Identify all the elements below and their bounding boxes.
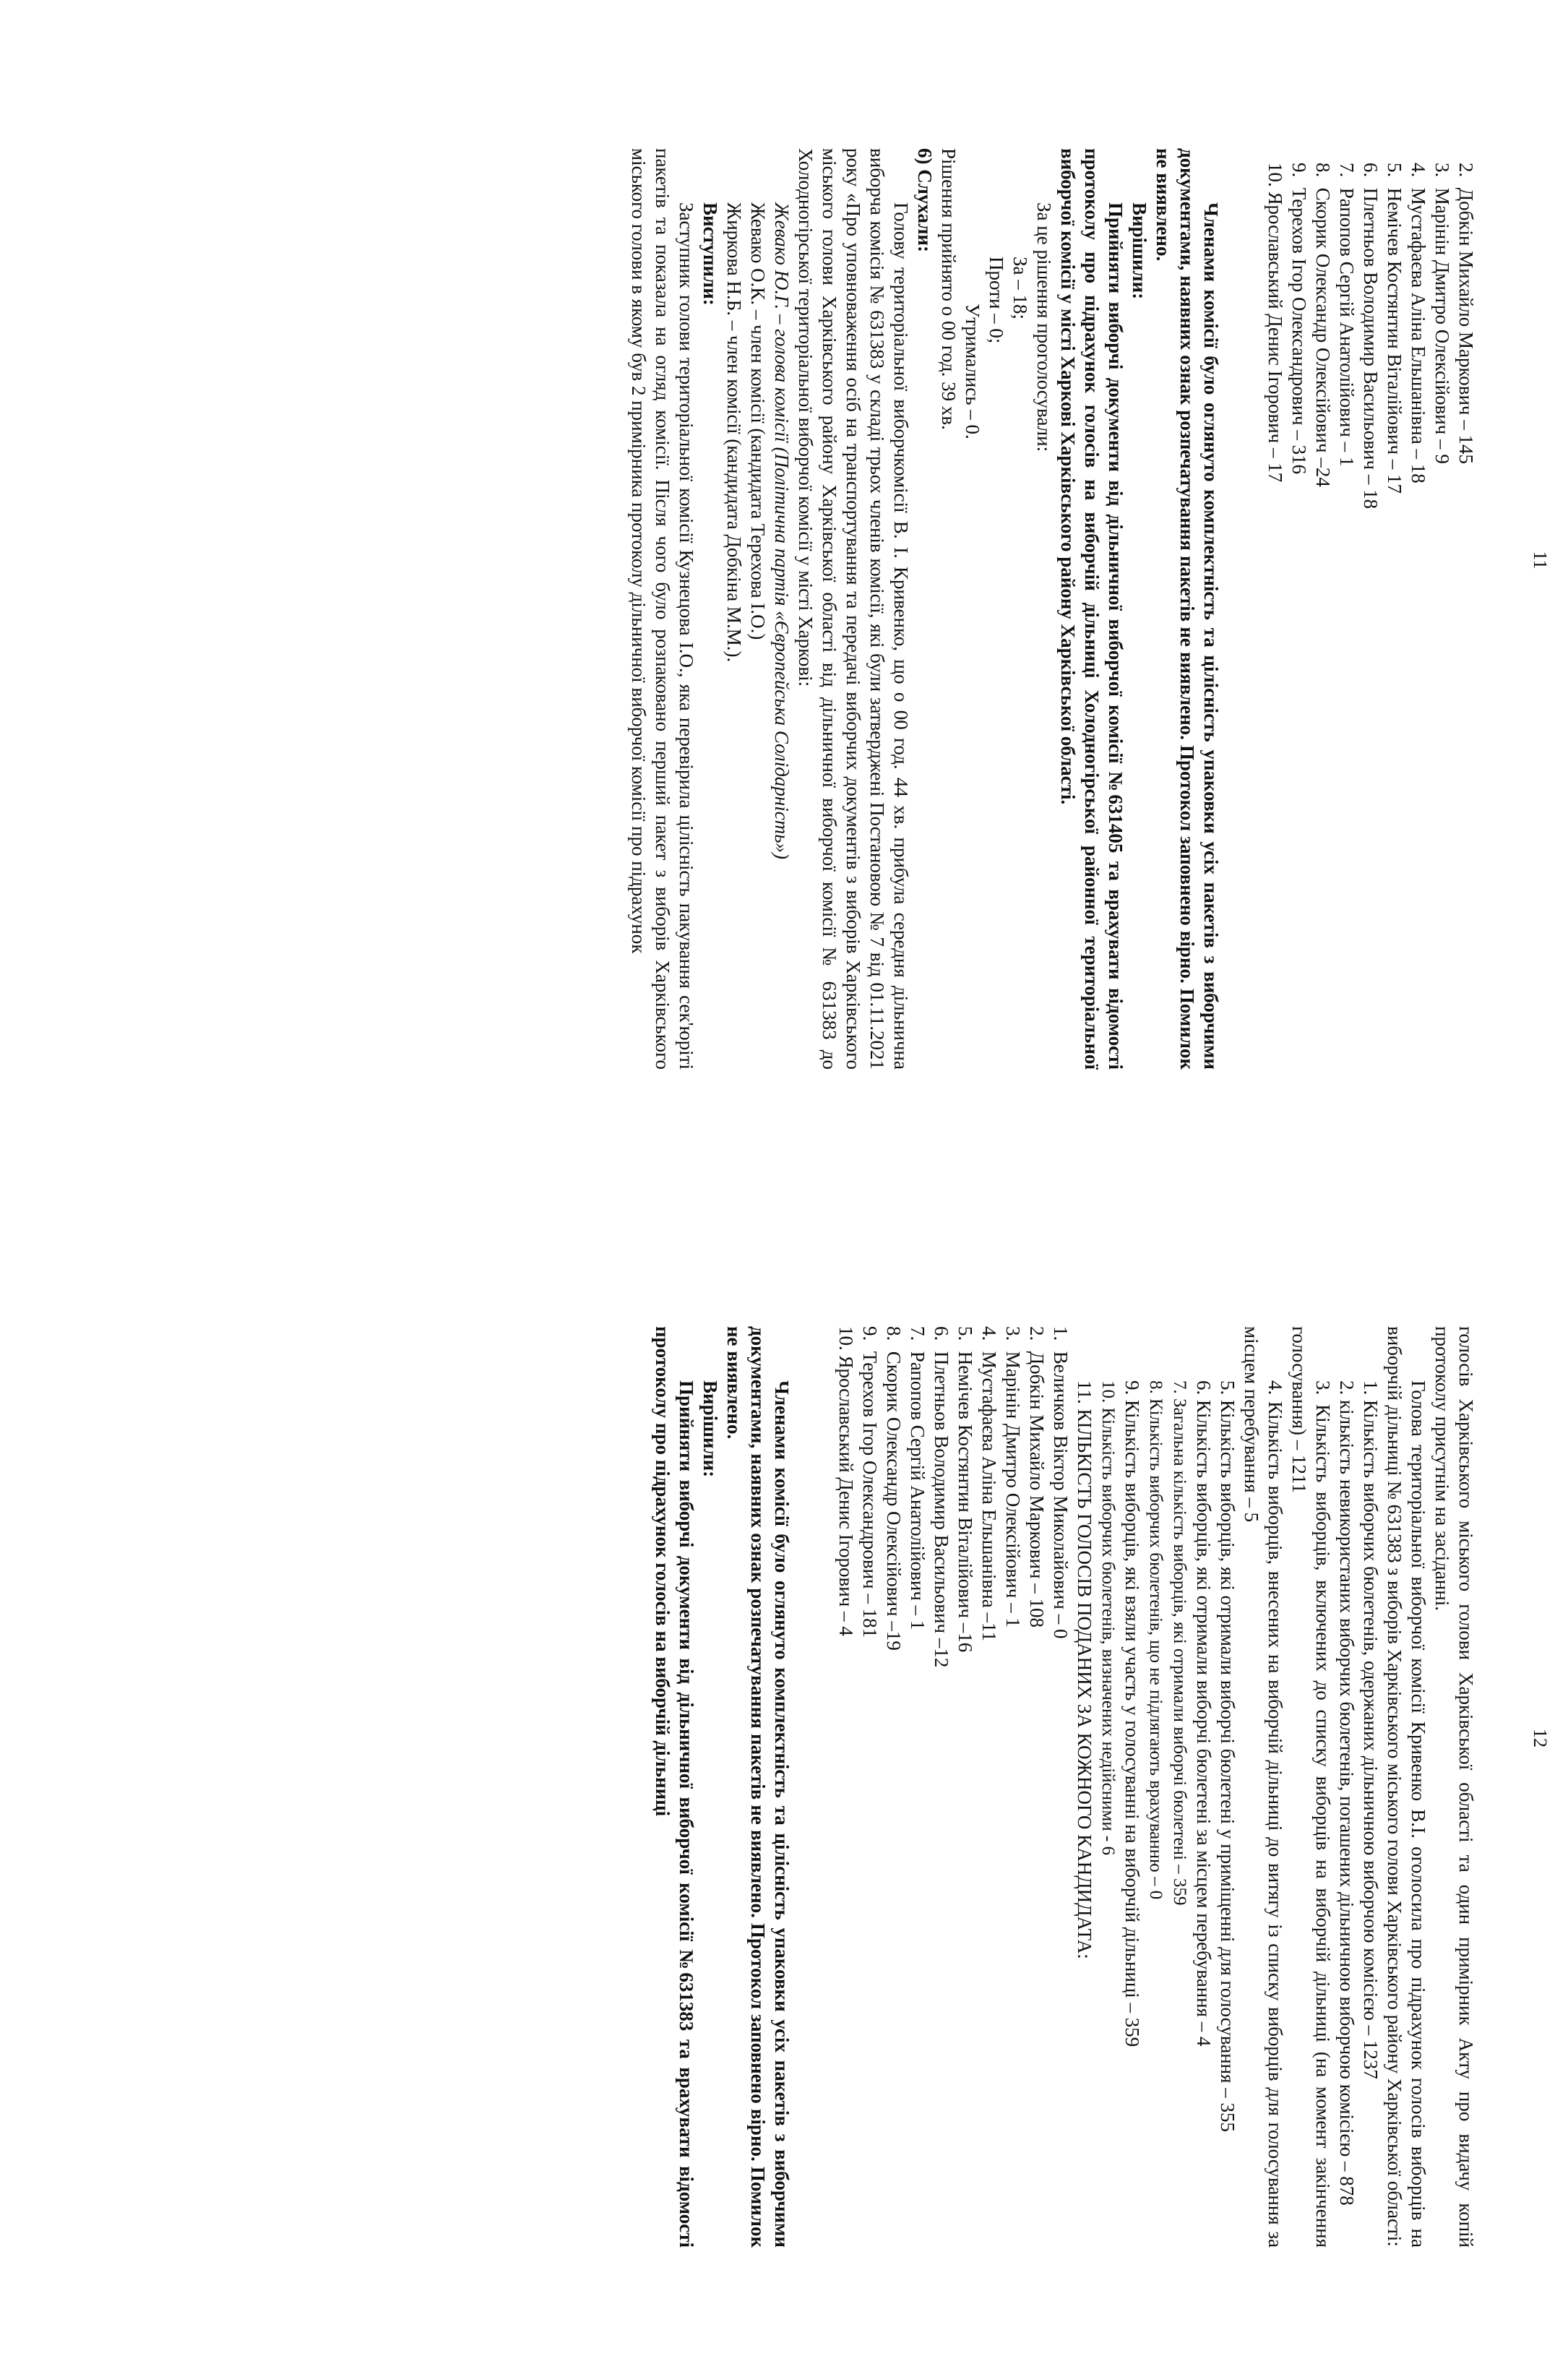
list-item (977, 1326, 1001, 2248)
list-item-text: Терехов Ігор Олександрович – 181 (859, 1351, 881, 1638)
list-item-number: 10. (835, 1326, 857, 1351)
list-item (1192, 1326, 1215, 2248)
vote-intro: За це рішення проголосували: (1033, 202, 1055, 452)
list-item (1239, 1326, 1287, 2248)
list-item-text: Добкін Михайло Маркович – 108 (1026, 1351, 1048, 1628)
list-item-number: 2. (1336, 1380, 1358, 1396)
list-item-number: 3. (1002, 1326, 1024, 1341)
decided-label: Вирішили: (699, 1380, 721, 1478)
list-item (834, 1326, 858, 2248)
list-item-number: 3. (1312, 1380, 1334, 1396)
member-item: Жевако Ю.Г. – голова комісії (Політична партія «Європейська Солідарність») (771, 202, 793, 860)
decided-label: Вирішили: (1129, 202, 1150, 300)
list-item (905, 1326, 929, 2248)
list-item-text: Мустафаєва Аліна Ельшанівна – 18 (1408, 187, 1429, 483)
list-item (1406, 163, 1430, 1070)
list-item-text: Добкін Михайло Маркович – 145 (1455, 187, 1477, 464)
list-item (953, 1326, 977, 2248)
list-item-text: Загальна кількість виборців, які отримали виборчі бюлетені – 359 (1170, 1398, 1189, 1906)
list-item (858, 1326, 882, 2248)
member-item: Жиркова Н.Б. – член комісії (кандидата Добкіна М.М.). (723, 202, 745, 663)
list-item-number: 10. (1265, 163, 1286, 187)
list-item (1025, 1326, 1048, 2248)
list-item-text: Рапопов Сергій Анатолійович – 1 (907, 1351, 929, 1630)
list-item-text: Рапопов Сергій Анатолійович – 1 (1336, 187, 1358, 467)
list-item-number: 4. (1265, 1380, 1286, 1396)
list-item (1001, 1326, 1025, 2248)
page-number: 12 (1530, 1729, 1551, 1747)
announce-paragraph: Голова територіальної виборчої комісії Кривенко В.І. оголосила про підрахунок голосів виборців на виборчій дільниці № 631383 з виборів Харківського міського голови Харківського району Харківської області: (1384, 1326, 1429, 2248)
page-body (626, 148, 1478, 1070)
list-item-number: 9. (1121, 1380, 1143, 1396)
list-item-text: Кількість виборчих бюлетенів, що не підлягають врахуванню – 0 (1146, 1398, 1166, 1900)
list-item-text: Кількість виборчих бюлетенів, одержаних дільничною виборчою комісією – 1237 (1360, 1400, 1382, 2079)
list-item-text: Кількість виборців, включених до списку виборців на виборчій дільниці (на момент закінчення голосування) – 1211 (1288, 1326, 1334, 2248)
list-item-text: Мустафаєва Аліна Ельшанівна –11 (978, 1351, 1000, 1641)
list-item-number: 2. (1455, 163, 1477, 178)
decision-time: Рішення прийнято о 00 год. 39 хв. (938, 148, 960, 430)
list-item (1120, 1326, 1144, 2248)
list-item-number: 1. (1360, 1380, 1382, 1396)
list-item-number: 7. (1170, 1380, 1189, 1394)
list-item-number: 8. (1312, 163, 1334, 178)
list-item-number: 9. (1288, 163, 1310, 178)
list-item (1287, 163, 1311, 1070)
vote-abstain: Утримались – 0. (962, 304, 983, 439)
inspection-paragraph: Членами комісії було оглянуто комплектність та цілісність упаковки усіх пакетів з виборчими документами, наявних ознак розпечатування пакетів не виявлено. Протокол заповнено вірно. Помилок не виявлено. (1153, 148, 1222, 1070)
protocol-items (1096, 1326, 1382, 2248)
list-item (1454, 163, 1478, 1070)
list-item-number: 2. (1026, 1326, 1048, 1341)
page-number: 11 (1530, 551, 1551, 569)
list-item (1048, 1326, 1072, 2248)
list-item-number: 10. (1098, 1380, 1118, 1403)
candidate-results-list (834, 1326, 1072, 2248)
document-page-11 (0, 0, 1568, 1120)
list-item-number: 8. (883, 1326, 905, 1341)
list-item-text: Кількість виборчих бюлетенів, визначених недійсними - 6 (1098, 1407, 1118, 1856)
list-item-text: Скорик Олександр Олексійович –19 (883, 1351, 905, 1651)
list-item (1358, 1326, 1382, 2248)
list-item (1168, 1326, 1192, 2248)
list-item-text: Немічев Костянтин Віталійович – 17 (1384, 187, 1405, 494)
intro-paragraph: голосів Харківського міського голови Харківської області та один примірник Акту про видачу копій протоколу присутнім на засіданні. (1431, 1326, 1477, 2248)
list-item (1382, 163, 1406, 1070)
list-item-text: Ярославський Денис Ігорович – 17 (1265, 192, 1286, 483)
list-item (1144, 1326, 1168, 2248)
decision-paragraph: Прийняти виборчі документи від дільничної виборчої комісії №631383 та врахувати відомості протоколу про підрахунок голосів на виборчій дільниці (652, 1326, 697, 2248)
list-item-number: 9. (859, 1326, 881, 1341)
member-item: Жевако О.К. – член комісії (кандидата Терехова І.О.) (747, 202, 769, 640)
vote-against: Проти – 0; (986, 257, 1007, 344)
list-item-text: Марінін Дмитро Олексійович – 1 (1002, 1351, 1024, 1628)
list-item-text: Скорик Олександр Олексійович –24 (1312, 187, 1334, 487)
list-item-text: кількість невикористаних виборчих бюлетенів, погашених дільничною виборчою комісією – 878 (1336, 1400, 1358, 2206)
list-item (1096, 1326, 1120, 2248)
list-item-text: Терехов Ігор Олександрович – 316 (1288, 187, 1310, 475)
list-item-number: 5. (1217, 1380, 1239, 1396)
list-item-text: Плетньов Володимир Васильович –12 (931, 1351, 952, 1668)
list-item-number: 7. (907, 1326, 929, 1341)
list-item (1263, 163, 1287, 1070)
list-item-number: 6. (1360, 163, 1382, 178)
list-item-text: Немічев Костянтин Віталійович –16 (955, 1351, 976, 1653)
list-item-number: 1. (1050, 1326, 1072, 1341)
list-item (1215, 1326, 1239, 2248)
list-item-number: 6. (931, 1326, 952, 1341)
list-item-text: Плетньов Володимир Васильович – 18 (1360, 187, 1382, 510)
spoke-paragraph: Заступник голови територіальної комісії Кузнецова І.О., яка перевірила цілісність пакування сек'юріті пакетів та показала на огляд комісії. Після чого було розпаковано перший пакет з виборів Харківського міського голови в якому був 2 примірника протоколу дільничної виборчої комісії про підрахунок (628, 148, 697, 1070)
page-body (650, 1326, 1478, 2248)
list-item (929, 1326, 953, 2248)
list-item-text: Кількість виборців, які отримали виборчі бюлетені у приміщенні для голосування – 355 (1217, 1400, 1239, 2133)
list-item-text: Кількість виборців, внесених на виборчій дільниці до витягу із списку виборців для голосування за місцем перебування – 5 (1241, 1326, 1286, 2248)
candidate-results-list (1263, 148, 1478, 1070)
spoke-label: Виступили: (699, 202, 721, 306)
list-item (1287, 1326, 1335, 2248)
list-item (882, 1326, 905, 2248)
list-item (1311, 163, 1335, 1070)
heard-label: 6) Слухали: (914, 148, 936, 252)
list-item-text: Кількість виборців, які взяли участь у голосуванні на виборчій дільниці – 359 (1121, 1400, 1143, 2047)
list-item-number: 8. (1146, 1380, 1166, 1394)
list-item-text: Марінін Дмитро Олексійович – 9 (1431, 187, 1453, 464)
decision-paragraph: Прийняти виборчі документи від дільничної виборчої комісії №631405 та врахувати відомості протоколу про підрахунок голосів на виборчій дільниці Холодногірської районної територіальної виборчої комісії у місті Харкові Харківського району Харківської області. (1057, 148, 1127, 1070)
vote-for: За – 18; (1009, 257, 1031, 320)
list-item (1430, 163, 1454, 1070)
list-item-number: 6. (1193, 1380, 1215, 1396)
list-item (1335, 163, 1358, 1070)
list-item-number: 3. (1431, 163, 1453, 178)
list-item (1335, 1326, 1358, 2248)
document-page-12 (0, 1178, 1568, 2298)
list-item-number: 7. (1336, 163, 1358, 178)
list-item-number: 5. (1384, 163, 1405, 178)
list-item-number: 4. (1408, 163, 1429, 178)
heard-paragraph: Голову територіальної виборчкомісії В. І. Кривенко, що о 00 год. 44 хв. прибула середня дільнична виборча комісія № 631383 у складі трьох членів комісії, які були затверджені Постановою № 7 від 01.11.2021 року «Про уповноваження осіб на транспортування та передачі виборчих документів з виборів Харківського міського голови Харківського району Харківської області від дільничної виборчої комісії № 631383 до Холодногірської територіальної виборчої комісії у місті Харкові: (795, 148, 912, 1070)
section-heading: 11. КІЛЬКІСТЬ ГОЛОСІВ ПОДАНИХ ЗА КОЖНОГО КАНДИДАТА: (1074, 1380, 1095, 1959)
list-item-text: Ярославський Денис Ігорович – 4 (835, 1355, 857, 1636)
inspection-paragraph: Членами комісії було оглянуто комплектність та цілісність упаковки усіх пакетів з виборчими документами, наявних ознак розпечатування пакетів не виявлено. Протокол заповнено вірно. Помилок не виявлено. (723, 1326, 793, 2248)
list-item-text: Величков Віктор Миколайович – 0 (1050, 1351, 1072, 1639)
list-item-text: Кількість виборців, які отримали виборчі бюлетені за місцем перебування – 4 (1193, 1400, 1215, 2047)
list-item-number: 5. (955, 1326, 976, 1341)
list-item (1358, 163, 1382, 1070)
list-item-number: 4. (978, 1326, 1000, 1341)
